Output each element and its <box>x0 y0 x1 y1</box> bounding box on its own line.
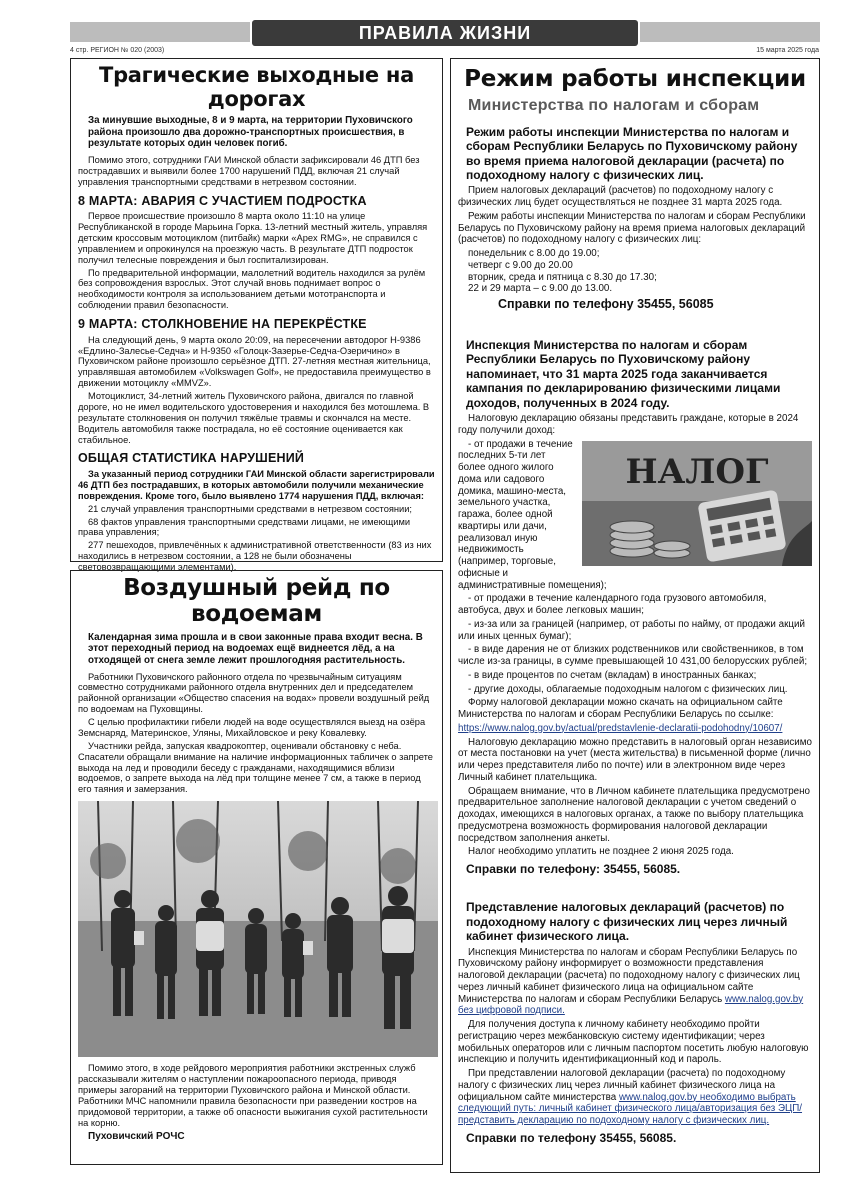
article-tax-inspection <box>450 58 820 1173</box>
hours-item: понедельник с 8.00 до 19.00; <box>468 248 600 260</box>
issue-info: 4 стр. РЕГИОН № 020 (2003) <box>70 47 165 54</box>
phone-info: Справки по телефону: 35455, 56085. <box>466 862 681 877</box>
section-heading: Представление налоговых деклараций (расчетов) по подоходному налогу с физических лиц через личный кабинет физического лица. <box>466 900 788 944</box>
header-bar-left <box>70 22 250 42</box>
paragraph: 21 случай управления транспортными средствами в нетрезвом состоянии; <box>88 503 412 514</box>
paragraph: На следующий день, 9 марта около 20:09, на пересечении автодорог Н-9386 «Едлино-Залесье-Седча» и Н-9350 «Голоцк-Зазерье-Седча-Озеричино» в Пуховичском районе произошло серьёзное ДТП. 27-летняя местная жительница, управлявшая автомобилем «Volkswagen Golf», не предоставила преимущество в движении мотоциклу «MMVZ». <box>78 334 431 389</box>
rubric-title: ПРАВИЛА ЖИЗНИ <box>252 20 638 46</box>
hours-item: 22 и 29 марта – с 9.00 до 13.00. <box>468 283 613 295</box>
section-heading: Режим работы инспекции Министерства по налогам и сборам Республики Беларусь по Пуховичскому району во время приема налоговой декларации (расчета) по подоходному налогу с физических лиц. <box>466 124 798 182</box>
paragraph: Помимо этого, в ходе рейдового мероприятия работники экстренных служб рассказывали жителям о наступлении пожароопасного периода, приводя примеры загораний на территории Пуховичского района и Минской области. Работники МЧС напомнили правила безопасности при разведении костров на придомовой территории, а также об опасности выжигания сухой растительности на корню. <box>78 1063 428 1128</box>
paragraph: Участники рейда, запуская квадрокоптер, оценивали обстановку с неба. Спасатели обращали внимание на наличие информационных табличек о запрете выхода на лед и проводили беседу с гражданами, находящимися вблизи водоемов, о запрете выхода на лёд при толщине менее 7 см, а также в период его таяния и замерзания. <box>78 740 433 795</box>
image-word: НАЛОГ <box>625 451 769 492</box>
hours-item: вторник, среда и пятница с 8.30 до 17.30; <box>468 271 657 283</box>
section-heading: 9 МАРТА: СТОЛКНОВЕНИЕ НА ПЕРЕКРЁСТКЕ <box>78 317 367 332</box>
article-lead: Календарная зима прошла и в свои законные права входит весна. В этот переходный период на водоемах ещё виднеется лёд, а на отходящей от снега земле лежит прошлогодняя растительность. <box>88 631 423 666</box>
section-heading: Инспекция Министерства по налогам и сборам Республики Беларусь по Пуховичскому району напоминает, что 31 марта 2025 года заканчивается кампания по декларированию физическими лицами доходов, полученных в 2024 году. <box>466 338 781 410</box>
paragraph: По предварительной информации, малолетний водитель находился за рулём без сопровождения взрослых. Этот случай вновь поднимает вопрос о необходимости контроля за использованием детьми мототранспорта и соблюдении правил безопасности. <box>78 267 426 311</box>
declaration-link[interactable]: https://www.nalog.gov.by/actual/predstavlenie-declaratii-podohodny/10607/ <box>458 722 783 734</box>
article-lead: За минувшие выходные, 8 и 9 марта, на территории Пуховичского района произошло два дорожно-транспортных происшествия, в результате которых один человек погиб. <box>88 115 413 150</box>
paragraph: 277 пешеходов, привлечённых к административной ответственности (83 из них находились в нетрезвом состоянии, а 128 не были обозначены световозвращающими элементами). <box>78 540 432 573</box>
paragraph: 68 фактов управления транспортными средствами лицами, не имеющими права управления; <box>78 516 411 538</box>
paragraph: С целью профилактики гибели людей на воде осуществлялся выезд на озёра Земснаряд, Материнское, Уляны, Михайловское и реку Ковалевку. <box>78 717 426 738</box>
article-subtitle: Министерства по налогам и сборам <box>468 96 760 114</box>
paragraph: Форму налоговой декларации можно скачать на официальном сайте Министерства по налогам и сборам Республики Беларусь по ссылке: <box>458 697 783 721</box>
working-hours-list <box>458 248 812 295</box>
paragraph: Помимо этого, сотрудники ГАИ Минской области зафиксировали 46 ДТП без пострадавших и выявили более 1700 нарушений ПДД, включая 21 случай управления транспортными средствами в нетрезвом состоянии. <box>78 154 420 187</box>
paragraph-text: Инспекция Министерства по налогам и сборам Республики Беларусь по Пуховичскому району информирует о возможности представления налоговой декларации (расчета) по подоходному налогу с физических лиц через личный кабинет физического лица на официальном сайте Министерства по налогам и сборам Республики Беларусь <box>458 946 800 1005</box>
author-signature: Пуховичский РОЧС <box>88 1131 185 1143</box>
list-item: - в виде процентов по счетам (вкладам) в иностранных банках; <box>468 669 757 681</box>
paragraph: Обращаем внимание, что в Личном кабинете плательщика предусмотрено предварительное заполнение налоговой декларации с учетом сведений о доходах, имеющихся в налоговых органах, а также по выбору плательщика предусмотрена возможность формирования налоговой декларации посредством заполнения анкеты. <box>458 785 810 844</box>
article-title: Режим работы инспекции <box>464 66 806 92</box>
paragraph: Для получения доступа к личному кабинету необходимо пройти регистрацию через межбанковскую систему идентификации; через мобильных операторов или с личным паспортом посетить любую налоговую инспекцию и получить идентификационный код и пароль. <box>458 1019 809 1066</box>
paragraph: Первое происшествие произошло 8 марта около 11:10 на улице Республиканской в городе Марьина Горка. 13-летний местный житель, управляя детским кроссовым мотоциклом (питбайк) марки «Apex RMG», не справился с управлением и опрокинулся на проезжую часть. В результате ДТП подросток получил телесные повреждения и был госпитализирован. <box>78 211 428 265</box>
phone-info: Справки по телефону 35455, 56085 <box>498 297 714 312</box>
article-title: Трагические выходные на дорогах <box>99 63 414 112</box>
rescuers-group-photo <box>78 801 438 1057</box>
paragraph: Мотоциклист, 34-летний житель Пуховичского района, двигался по главной дороге, но не имел водительского удостоверения и находился без мотошлема. В результате столкновения он получил тяжёлые травмы и скончался на месте. Водитель автомобиля также пострадала, но её состояние оценивается как стабильное. <box>78 391 430 445</box>
paragraph: Работники Пуховичского районного отдела по чрезвычайным ситуациям совместно сотрудниками районного отдела внутренних дел и председателем районной организации «Общество спасения на водах» провели воздушный рейд по водоемам на Пуховщины. <box>78 671 430 715</box>
paragraph: Налоговую декларацию обязаны представить граждане, которые в 2024 году получили доход: <box>458 413 799 436</box>
issue-date: 15 марта 2025 года <box>756 47 819 54</box>
section-heading: ОБЩАЯ СТАТИСТИКА НАРУШЕНИЙ <box>78 451 305 466</box>
list-item: - в виде дарения не от близких родственников или свойственников, в том числе из-за границы, в сумме превышающей 10 431,00 белорусских рублей; <box>458 644 808 668</box>
paragraph: Режим работы инспекции Министерства по налогам и сборам Республики Беларусь по Пуховичскому району на время приема налоговых деклараций (расчетов) по подоходному налогу с физических лиц: <box>458 210 806 246</box>
header-bar-right <box>640 22 820 42</box>
paragraph-text: При представлении налоговой декларации (расчета) по подоходному налогу с физических лиц через личный кабинет физического лица на официальном сайте министерства <box>458 1068 786 1103</box>
paragraph: Налог необходимо уплатить не позднее 2 июня 2025 года. <box>468 846 734 858</box>
tax-calculator-image <box>582 441 812 566</box>
nalog-site-link[interactable]: www.nalog.gov.by без цифровой подписи. <box>458 993 804 1017</box>
paragraph: За указанный период сотрудники ГАИ Минской области зарегистрировали 46 ДТП без пострадавших, в которых автомобили получили механические повреждения. Кроме того, было выявлено 1774 нарушения ПДД, включая: <box>78 469 435 501</box>
paragraph: Прием налоговых деклараций (расчетов) по подоходному налогу с физических лиц будет осуществляться не позднее 31 марта 2025 года. <box>458 185 783 209</box>
phone-info: Справки по телефону 35455, 56085. <box>466 1130 677 1145</box>
cabinet-path-link[interactable]: www.nalog.gov.by необходимо выбрать следующий путь: личный кабинет физического лица/авторизация без ЭЦП/представить декларацию по подоходному налогу с физических лиц. <box>458 1091 803 1127</box>
article-title: Воздушный рейд по водоемам <box>123 575 390 628</box>
paragraph: Налоговую декларацию можно представить в налоговый орган независимо от места постановки на учет (места жительства) в письменной форме (лично или через представителя либо по почте) или в электронном виде через Личный кабинет плательщика. <box>458 736 812 783</box>
article-air-raid <box>70 570 443 1165</box>
list-item: - от продажи в течение календарного года грузового автомобиля, автобуса, двух и более легковых машин; <box>458 593 767 617</box>
paragraph <box>458 1068 812 1127</box>
hours-item: четверг с 9.00 до 20.00 <box>468 259 573 271</box>
paragraph <box>458 947 812 1018</box>
section-heading: 8 МАРТА: АВАРИЯ С УЧАСТИЕМ ПОДРОСТКА <box>78 193 367 208</box>
list-item: - из-за или за границей (например, от работы по найму, от продажи акций или иных ценных бумаг); <box>458 618 805 642</box>
article-road-accidents <box>70 58 443 573</box>
list-item: - от продажи в течение последних 5-ти лет более одного жилого дома или садового домика, машино-места, земельного участка, гаража, более одной квартиры или дачи, реализовал иную недвижимость (например, торговые, офисные и административные помещения); <box>458 438 607 591</box>
list-item: - другие доходы, облагаемые подоходным налогом с физических лиц. <box>468 683 788 695</box>
